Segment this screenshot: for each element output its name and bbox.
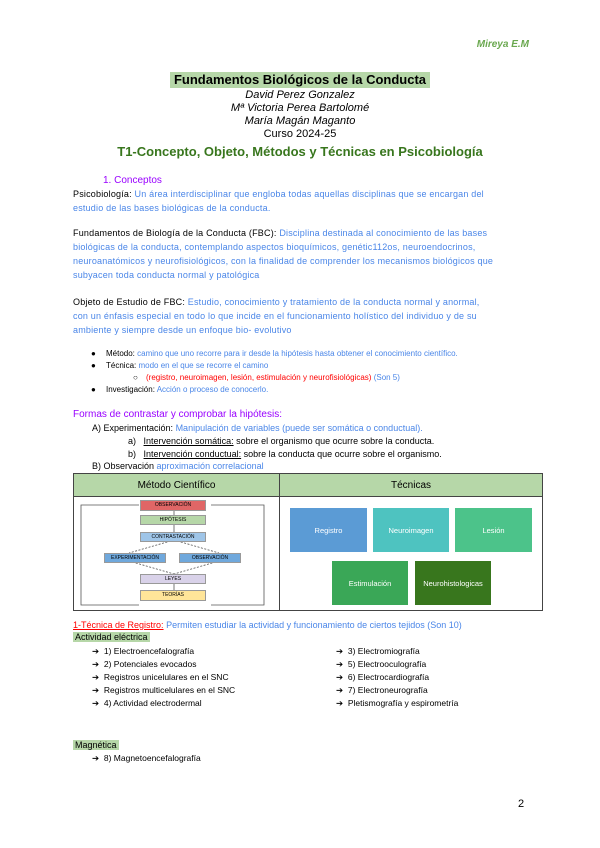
definition-line: con un énfasis especial en todo lo que incide en el funcionamiento holístico del individuo y de su [73, 311, 477, 321]
author-3: María Magán Maganto [244, 115, 356, 127]
experimentacion-label: A) Experimentación: [92, 423, 174, 433]
bullet-term: Técnica: [106, 361, 137, 370]
table-header-tecnicas: Técnicas [280, 474, 543, 497]
definition-line: Disciplina destinada al conocimiento de las bases [279, 228, 488, 238]
arrow-right-icon: ➔ [92, 753, 100, 763]
author-1: David Perez Gonzalez [245, 89, 355, 101]
term-label: Psicobiología: [73, 189, 132, 199]
bullet-definition: Acción o proceso de conocerlo. [156, 385, 269, 394]
arrow-right-icon: ➔ [92, 685, 100, 695]
arrow-right-icon: ➔ [92, 659, 100, 669]
observacion-label: B) Observación [92, 461, 155, 471]
bullet-metodo [91, 348, 546, 359]
bullet-definition: modo en el que se recorre el camino [138, 361, 269, 370]
objeto-paragraph [73, 295, 553, 337]
list-item: ➔ 6) Electrocardiografía [336, 672, 430, 682]
techniques-cell [280, 497, 543, 611]
definition-line: biológicas de la conducta, contemplando aspectos bioquímicos, genétic112os, neuroendocrinos, [73, 242, 476, 252]
technique-registro: Registro [290, 508, 367, 552]
formas-heading: Formas de contrastar y comprobar la hipótesis: [73, 409, 282, 420]
intervencion-conductual-line [128, 448, 548, 460]
psicobiologia-paragraph [73, 187, 553, 215]
arrow-right-icon: ➔ [92, 646, 100, 656]
scientific-method-cell [74, 497, 280, 611]
intervencion-somatica-term: Intervención somática: [143, 436, 234, 446]
magnetica-list [92, 752, 322, 765]
page-number: 2 [518, 798, 525, 810]
sub-bullet-techniques [133, 372, 546, 383]
flow-contrastacion: CONTRASTACIÓN [140, 532, 206, 542]
registro-heading: 1-Técnica de Registro: [73, 620, 164, 630]
techniques-list-text: (registro, neuroimagen, lesión, estimulación y neurofisiológicas) [146, 373, 372, 382]
circle-bullet-icon: ○ [133, 373, 138, 382]
list-item: ➔ 7) Electroneurografía [336, 685, 428, 695]
technique-lesion: Lesión [455, 508, 532, 552]
arrow-right-icon: ➔ [336, 672, 344, 682]
experimentacion-def: Manipulación de variables (puede ser somática o conductual). [175, 423, 423, 433]
list-item: ➔ 1) Electroencefalografía [92, 646, 195, 656]
definition-line: ambiente y siempre desde un enfoque bio- evolutivo [73, 325, 292, 335]
techniques-count: (Son 5) [373, 373, 400, 382]
experimentacion-line [92, 422, 542, 434]
arrow-right-icon: ➔ [336, 698, 344, 708]
bullet-investigacion [91, 384, 546, 395]
table-header-metodo: Método Científico [74, 474, 280, 497]
definition-line: subyacen toda conducta normal y patológica [73, 270, 260, 280]
list-item: ➔ Pletismografía y espirometría [336, 698, 459, 708]
bullet-definition: camino que uno recorre para ir desde la hipótesis hasta obtener el conocimiento científico. [137, 349, 458, 358]
term-label: Objeto de Estudio de FBC: [73, 297, 186, 307]
definition-line: Estudio, conocimiento y tratamiento de la conducta normal y anormal, [187, 297, 480, 307]
magnetica-label: Magnética [75, 740, 117, 750]
list-item: ➔ 8) Magnetoencefalografía [92, 753, 201, 763]
intervencion-conductual-term: Intervención conductual: [143, 449, 242, 459]
list-item: ➔ 2) Potenciales evocados [92, 659, 197, 669]
bullet-term: Investigación: [106, 385, 155, 394]
bullet-icon: ● [91, 385, 96, 394]
sub-label: a) [128, 436, 137, 446]
definition-line: estudio de las bases biológicas de la conducta. [73, 203, 271, 213]
course-label: Curso 2024-25 [263, 128, 337, 140]
fbc-paragraph [73, 226, 553, 282]
flow-leyes: LEYES [140, 574, 206, 584]
term-label: Fundamentos de Biología de la Conducta (FBC): [73, 228, 277, 238]
registro-heading-line [73, 620, 462, 630]
arrow-right-icon: ➔ [92, 672, 100, 682]
observacion-line [92, 460, 542, 472]
author-signature: Mireya E.M [476, 39, 529, 50]
technique-neuroimagen: Neuroimagen [373, 508, 449, 552]
intervencion-somatica-def: sobre el organismo que ocurre sobre la conducta. [236, 436, 435, 446]
page-title: Fundamentos Biológicos de la Conducta [170, 72, 430, 88]
definition-line: Un área interdisciplinar que engloba todas aquellas disciplinas que se encargan del [134, 189, 484, 199]
flow-hipotesis: HIPÓTESIS [140, 515, 206, 525]
flow-teorias: TEORÍAS [140, 590, 206, 601]
registro-description: Permiten estudiar la actividad y funcionamiento de ciertos tejidos (Son 10) [166, 620, 462, 630]
arrow-right-icon: ➔ [336, 685, 344, 695]
registro-left-list [92, 645, 322, 710]
technique-neurohistologicas: Neurohistologicas [415, 561, 491, 605]
definition-line: neuroanatómicos y neurofisiológicos, con la finalidad de comprender los mecanismos biológicos que [73, 256, 494, 266]
flow-observacion-2: OBSERVACIÓN [179, 553, 241, 563]
bullet-term: Método: [106, 349, 135, 358]
flow-observacion: OBSERVACIÓN [140, 500, 206, 511]
registro-right-list [336, 645, 546, 710]
flow-experimentacion: EXPERIMENTACIÓN [104, 553, 166, 563]
section-heading-conceptos: 1. Conceptos [103, 175, 162, 186]
bullet-icon: ● [91, 361, 96, 370]
sub-label: b) [128, 449, 137, 459]
observacion-def: aproximación correlacional [156, 461, 264, 471]
author-2: Mª Victoria Perea Bartolomé [230, 102, 370, 114]
bullet-icon: ● [91, 349, 96, 358]
topic-heading: T1-Concepto, Objeto, Métodos y Técnicas en Psicobiología [117, 144, 483, 159]
arrow-right-icon: ➔ [336, 646, 344, 656]
intervencion-conductual-def: sobre la conducta que ocurre sobre el organismo. [243, 449, 442, 459]
actividad-electrica-label: Actividad eléctrica [75, 632, 148, 642]
methods-table [73, 473, 543, 611]
list-item: ➔ 4) Actividad electrodermal [92, 698, 202, 708]
bullet-tecnica [91, 360, 546, 371]
arrow-right-icon: ➔ [92, 698, 100, 708]
list-item: ➔ Registros unicelulares en el SNC [92, 672, 229, 682]
arrow-right-icon: ➔ [336, 659, 344, 669]
list-item: ➔ 3) Electromiografía [336, 646, 420, 656]
intervencion-somatica-line [128, 435, 548, 447]
list-item: ➔ Registros multicelulares en el SNC [92, 685, 236, 695]
list-item: ➔ 5) Electrooculografía [336, 659, 427, 669]
technique-estimulacion: Estimulación [332, 561, 408, 605]
